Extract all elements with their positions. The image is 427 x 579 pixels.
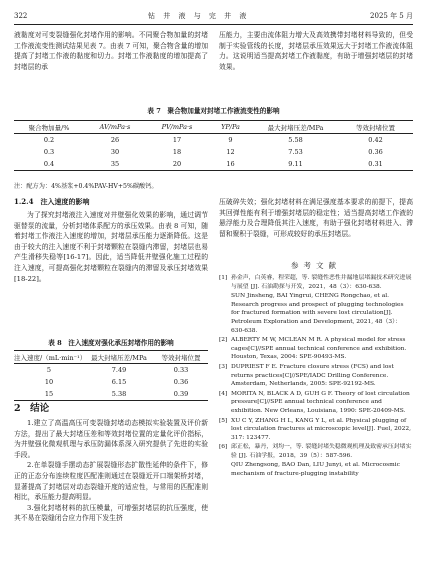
table7-caption: 表 7 聚合物加量对封堵工作液流变性的影响	[147, 107, 280, 115]
conclusion-1: 1.建立了高温高压可变裂缝封堵动态模拟实验装置及评价新方法，提出了最大封堵压差和等效封堵位置的定量化评价指标，为井壁强化微观机理与承压防漏体系深入研究提供了先进的实验手段。	[14, 419, 208, 459]
table-cell: 0.42	[368, 136, 383, 144]
table-cell: 6.15	[111, 378, 127, 386]
table-row	[14, 388, 208, 401]
left-intro	[14, 30, 208, 72]
issue-date: 2025 年 5 月	[370, 12, 413, 20]
table-cell: 9.11	[288, 160, 303, 168]
table-cell: 26	[110, 136, 120, 144]
table-cell: 0.36	[173, 378, 189, 386]
intro-paragraph-continued: 压能力，主要由流体阻力增大及高效携带封堵材料导致的，但受制于实验管线的长度，封堵层承压效果远大于封堵工作液流体阻力。这说明适当提高封堵工作液黏度，有助于增强封堵层的封堵效果。	[219, 31, 413, 71]
section-1-2-4-paragraph: 为了探究封堵液注入速度对井壁强化效果的影响，通过调节驱替泵的流量，分析封堵体系配方的承压效果。由表 8 可知，随着封堵工作液注入速度的增加，封堵层承压能力逐渐降低。这是由于较大的注入速度不利于封堵颗粒在裂缝内滞留，封堵层也易产生滑移失稳等[16-17]。因此，适当降低井壁强化施工过程的注入速度，可提高强化封堵颗粒在裂缝内的滞留及承压封堵效果[18-22]。	[14, 211, 208, 283]
table7-note: 注：配方为：4%基浆+0.4%PAV-HV+5%碳酸钙。	[14, 183, 158, 190]
table-cell: 0.3	[43, 148, 55, 156]
table7	[14, 120, 413, 171]
table-cell: 16	[226, 160, 235, 168]
right-intro	[219, 30, 413, 72]
table-cell: 5	[46, 366, 52, 374]
table-cell: 0.36	[368, 148, 383, 156]
table8-header-row	[14, 351, 208, 364]
reference-number: [5]	[219, 417, 228, 424]
conclusions	[14, 418, 208, 524]
reference-text: ALBERTY M W, MCLEAN M R. A physical model for stress cages[C]//SPE annual technical conference and exhibition. Houston, Texas, 2004: SPE-90493-MS.	[231, 337, 407, 361]
table7-header-cell: AV/mPa·s	[99, 123, 131, 131]
table-cell: 0.39	[173, 390, 189, 398]
conclusion-2: 2.在单裂缝手摆动态扩展裂缝形态扩散性延伸的条件下，修正的正态分布连续粒度匹配准则通过在裂缝近开口端架桥封堵，显著提高了封堵层对动态裂缝开度的适应性，与常用的匹配准则相比，承压能力提高明显。	[14, 461, 208, 502]
table7-header-cell: YP/Pa	[221, 123, 240, 131]
reference-number: [2]	[219, 337, 228, 344]
table7-header-cell: 等效封堵位置	[356, 123, 395, 132]
section-1-2-4	[14, 210, 208, 284]
table7-header-cell: 聚合物加量/%	[28, 123, 70, 132]
reference-number: [3]	[219, 363, 228, 370]
section-2-heading: 2 结论	[14, 403, 50, 414]
page-number: 322	[14, 12, 28, 20]
table8-caption: 表 8 注入速度对强化承压封堵作用的影响	[48, 339, 174, 347]
reference-number: [4]	[219, 390, 228, 397]
table-cell: 20	[172, 160, 182, 168]
table-cell: 5.58	[288, 136, 303, 144]
table-cell: 18	[172, 148, 182, 156]
table-cell: 35	[110, 160, 120, 168]
table-row	[14, 134, 413, 147]
table-cell: 0.2	[43, 136, 55, 144]
reference-item	[219, 336, 413, 362]
table7-header-cell: 最大封堵压差/MPa	[267, 123, 324, 132]
intro-paragraph: 液黏度对可变裂缝强化封堵作用的影响。不同聚合物加量的封堵工作液流变性测试结果见表 7。由表 7 可知，聚合物含量的增加提高了封堵工作液的黏度和切力。封堵工作液黏度的增加提高了封堵层的承	[14, 31, 208, 71]
reference-item	[219, 417, 413, 443]
conclusion-3-continued: 压破碎失效；强化封堵材料在满足强度基本要求的前提下，提高其回弹性能有利于增强封堵层的稳定性；适当提高封堵工作液的悬浮能力及合理降低其注入速度，有助于强化封堵材料进入、滞留和聚积于裂缝，可形成较好的承压封堵层。	[219, 198, 413, 238]
reference-text: SUN Jinsheng, BAI Yingrui, CHENG Rongchao, et al. Research progress and prospect of plugging technologies for fractured formation with severe lost circulation[J]. Petroleum Exploration and Development, 2021, 48（3）：630-638.	[231, 293, 404, 334]
reference-text: 邱正松，暴丹，刘均一，等. 裂缝封堵失稳微观机理及致密承压封堵实验 [J]. 石油学报，2018，39（5）：587-596.	[231, 444, 412, 459]
references-title: 参考文献	[291, 261, 341, 270]
reference-number: [6]	[219, 444, 228, 451]
conclusion-3: 3.强化封堵材料的抗压模量，可增强封堵层的抗压强度，使其不易在裂缝闭合应力作用下发生挤	[14, 503, 208, 523]
table8-header-cell: 等效封堵位置	[161, 353, 201, 362]
section-1-2-4-heading: 1.2.4 注入速度的影响	[14, 197, 90, 206]
reference-text: DUPRIEST F E. Fracture closure stress (FCS) and lost returns practices[C]//SPE/IADC Drilling Conference. Amsterdam, Netherlands, 2005: SPE-92192-MS.	[231, 363, 394, 388]
reference-text: 孙金声，白英睿，程荣超，等. 裂缝性恶性井漏地层堵漏技术研究进展与展望 [J]. 石油勘探与开发，2021，48（3）：630-638.	[231, 275, 412, 290]
journal-title: 钻 井 液 与 完 井 液	[148, 12, 250, 20]
right-continuation	[219, 197, 413, 239]
table-cell: 5.38	[111, 390, 127, 398]
table-row	[14, 146, 413, 158]
table-cell: 10	[44, 378, 54, 386]
table8-header-cell: 注入速度/（mL·min⁻¹）	[14, 353, 87, 362]
table-cell: 0.31	[368, 160, 383, 168]
reference-item	[219, 461, 413, 478]
header-rule	[14, 24, 413, 25]
reference-item	[219, 390, 413, 416]
table-cell: 0.4	[43, 160, 55, 168]
table-cell: 9	[228, 136, 233, 144]
reference-text: QIU Zhengsong, BAO Dan, LIU Junyi, et al. Microcosmic mechanism of fracture-plugging instability	[231, 462, 400, 478]
table8-header-cell: 最大封堵压差/MPa	[91, 353, 147, 362]
table-row	[14, 158, 413, 171]
reference-item	[219, 443, 413, 460]
table7-header-cell: PV/mPa·s	[161, 123, 193, 131]
table7-header-row	[14, 121, 413, 134]
table-row	[14, 376, 208, 388]
references-list	[219, 274, 413, 480]
table-cell: 7.53	[288, 148, 303, 156]
reference-item	[219, 274, 413, 291]
page-header	[14, 9, 413, 23]
reference-text: MORITA N, BLACK A D, GUH G F. Theory of lost circulation pressure[C]//SPE annual technical conference and exhibition. New Orleans, Louisiana, 1990: SPE-20409-MS.	[231, 390, 410, 414]
reference-item	[219, 363, 413, 389]
table-cell: 30	[110, 148, 120, 156]
table-row	[14, 364, 208, 377]
table8	[14, 350, 208, 401]
table-cell: 17	[172, 136, 182, 144]
reference-number: [1]	[219, 275, 228, 281]
table-cell: 12	[226, 148, 235, 156]
table-cell: 7.49	[111, 366, 127, 374]
table-cell: 0.33	[173, 366, 189, 374]
table-cell: 15	[44, 390, 54, 398]
reference-text: XU C Y, ZHANG H L, KANG Y L, et al. Physical plugging of lost circulation fractures at microscopic level[J]. Fuel, 2022, 317: 123477.	[231, 417, 412, 441]
reference-item	[219, 292, 413, 335]
